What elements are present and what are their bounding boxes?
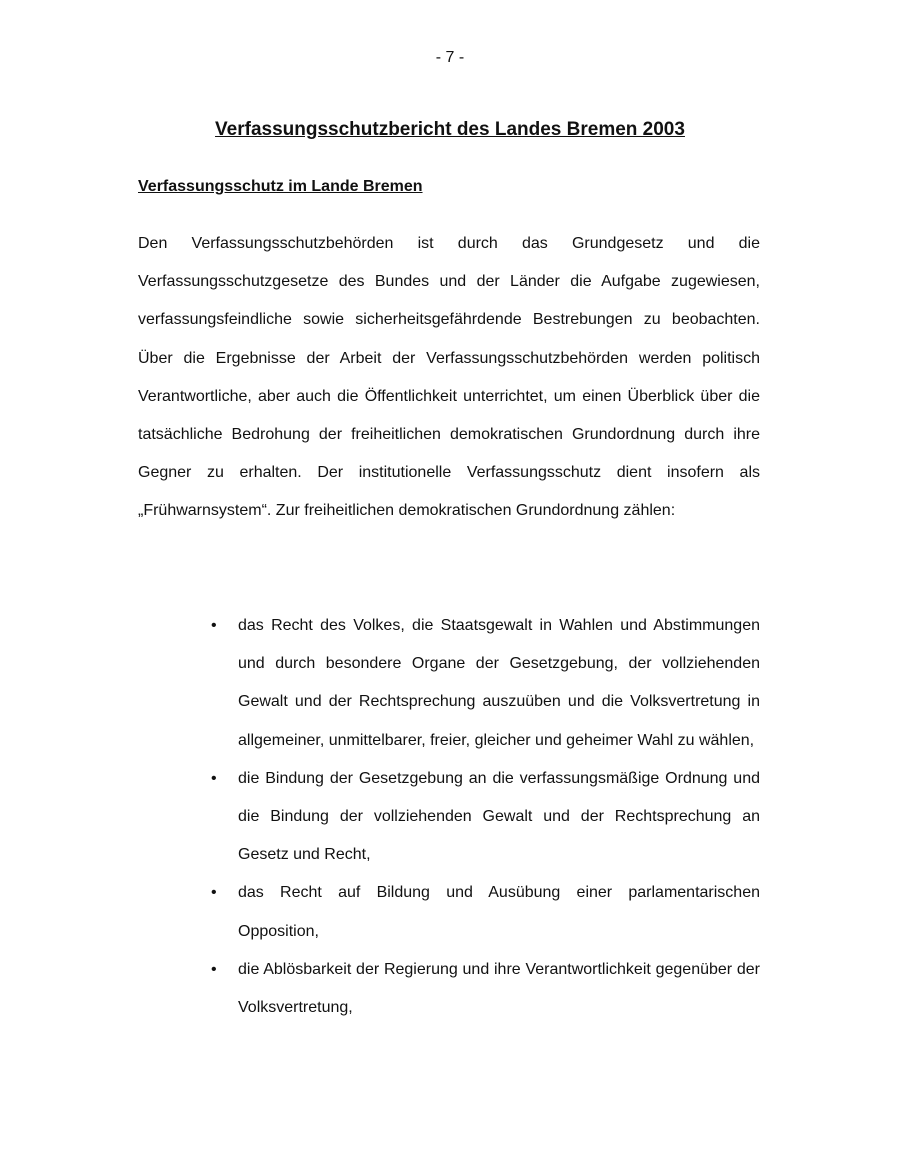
bullet-icon: • [211,617,217,634]
page-number: - 7 - [435,49,465,66]
principles-list [211,607,760,1027]
intro-paragraph: Den Verfassungsschutzbehörden ist durch das Grundgesetz und die Verfassungsschutzgesetze des Bundes und der Länder die Aufgabe zugewiesen, verfassungsfeindliche sowie sicherheitsgefährdende Bestrebungen zu beobachten. Über die Ergebnisse der Arbeit der Verfassungsschutzbehörden werden politisch Verantwortliche, aber auch die Öffentlichkeit unterrichtet, um einen Überblick über die tatsächliche Bedrohung der freiheitlichen demokratischen Grundordnung durch ihre Gegner zu erhalten. Der institutionelle Verfassungsschutz dient insofern als „Frühwarnsystem“. Zur freiheitlichen demokratischen Grundordnung zählen: [138,235,760,520]
list-item [211,874,760,950]
list-item-text: die Ablösbarkeit der Regierung und ihre Verantwortlichkeit gegenüber der Volksvertretung, [238,960,760,1017]
list-item [211,607,760,760]
section-heading: Verfassungsschutz im Lande Bremen [138,178,423,195]
bullet-icon: • [211,884,217,902]
document-title: Verfassungsschutzbericht des Landes Bremen 2003 [215,119,685,140]
bullet-icon: • [211,960,217,978]
list-item [211,951,760,1027]
list-item [211,760,760,875]
bullet-icon: • [211,769,217,787]
list-item-text: das Recht auf Bildung und Ausübung einer parlamentarischen Opposition, [238,884,760,940]
list-item-text: das Recht des Volkes, die Staatsgewalt in Wahlen und Abstimmungen und durch besondere Organe der Gesetzgebung, der vollziehenden Gewalt und der Rechtsprechung auszuüben und die Volksvertretung in allgemeiner, unmittelbarer, freier, gleicher und geheimer Wahl zu wählen, [238,617,760,749]
list-item-text: die Bindung der Gesetzgebung an die verfassungsmäßige Ordnung und die Bindung der vollziehenden Gewalt und der Rechtsprechung an Gesetz und Recht, [238,769,760,864]
